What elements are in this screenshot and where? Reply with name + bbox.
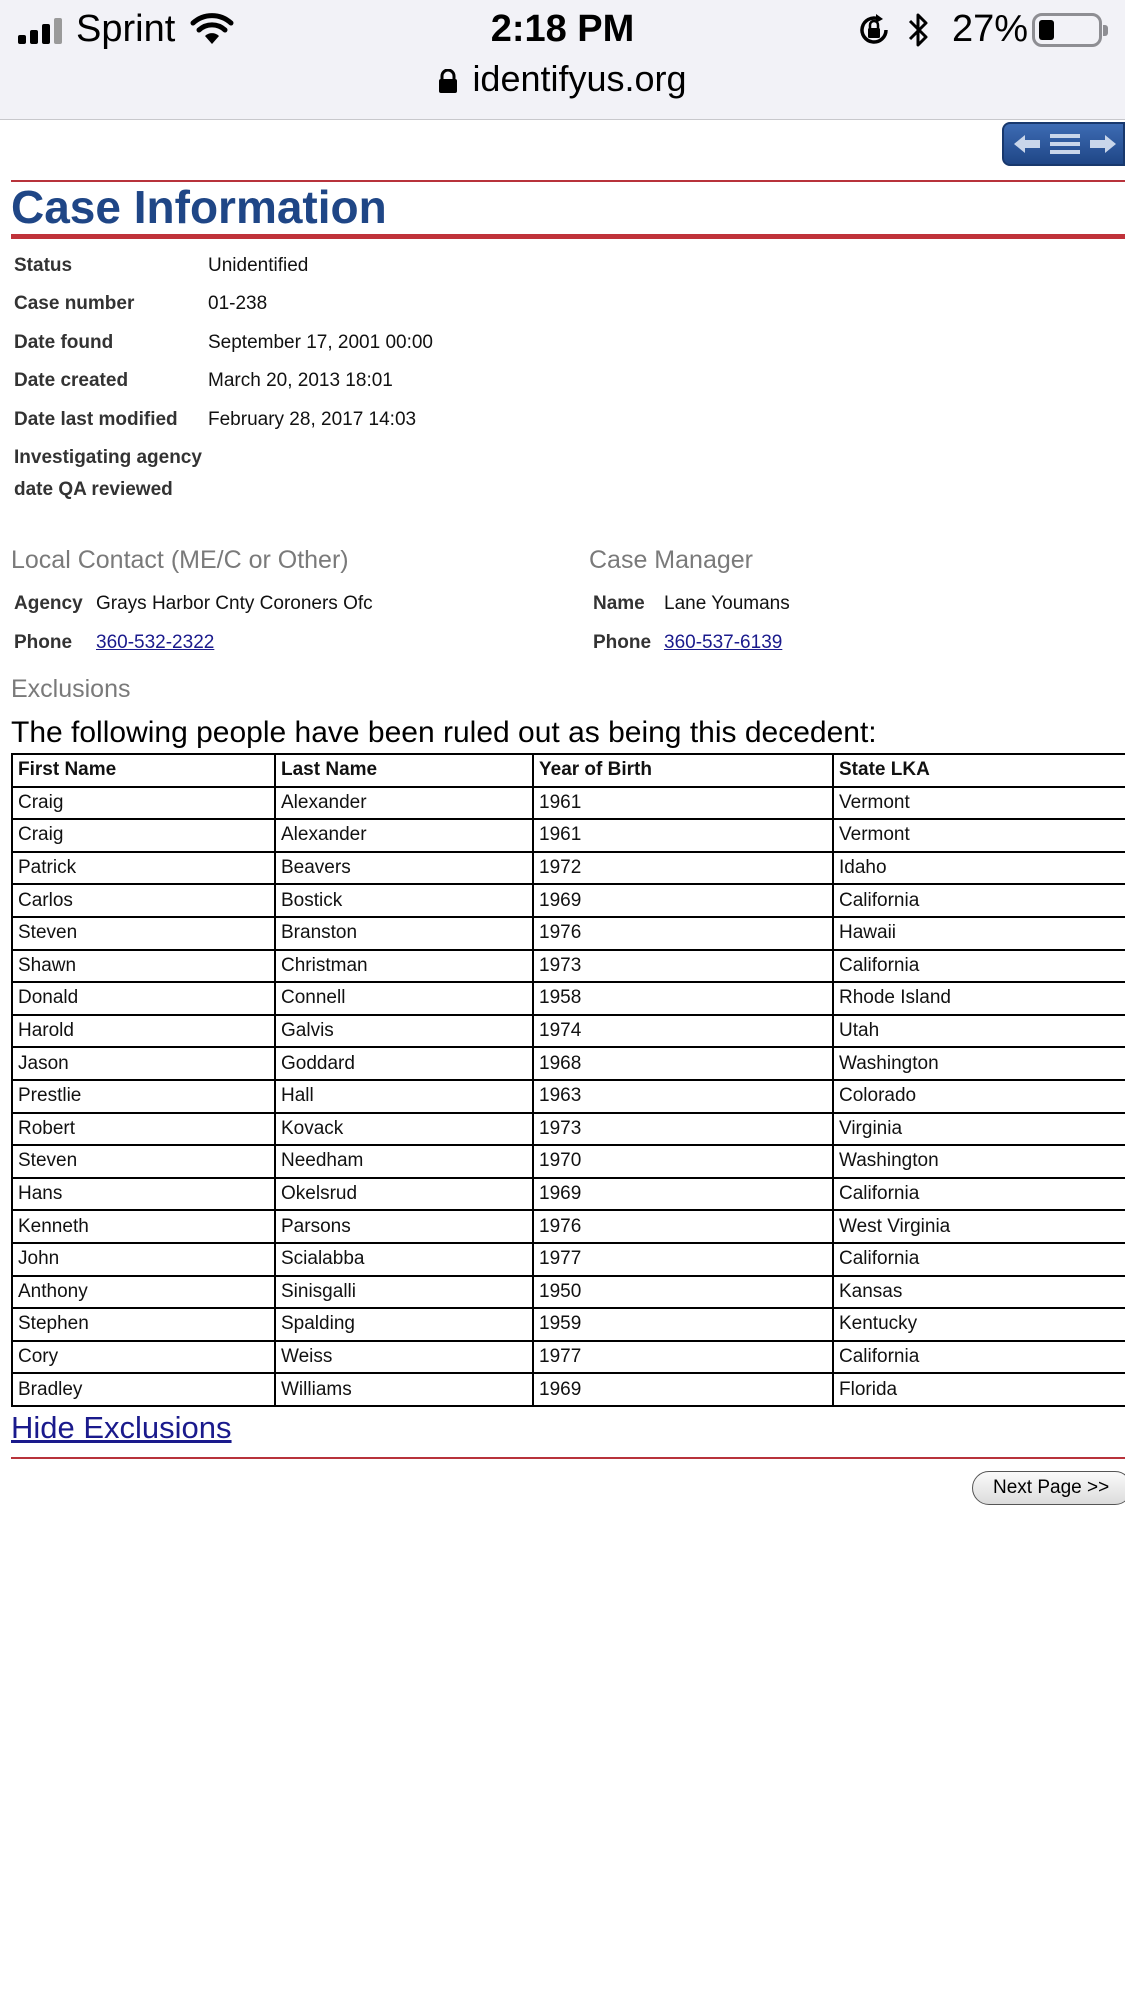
year-of-birth-cell: 1959 xyxy=(533,1308,833,1341)
last-name-cell: Parsons xyxy=(275,1210,533,1243)
ios-status-and-url-bar xyxy=(0,0,1125,120)
state-lka-cell: Washington xyxy=(833,1047,1125,1080)
forward-arrow-icon[interactable] xyxy=(1088,132,1118,156)
status-bar xyxy=(0,0,1125,62)
state-lka-cell: Idaho xyxy=(833,852,1125,885)
column-header: Year of Birth xyxy=(533,754,833,787)
page-nav-buttons[interactable] xyxy=(1002,122,1125,166)
rotation-lock-icon xyxy=(856,12,892,48)
table-row xyxy=(12,1276,1125,1309)
status-value: Unidentified xyxy=(208,255,309,276)
clock-time: 2:18 PM xyxy=(490,8,635,50)
year-of-birth-cell: 1974 xyxy=(533,1015,833,1048)
local-contact-heading: Local Contact (ME/C or Other) xyxy=(11,546,349,574)
first-name-cell: Cory xyxy=(12,1341,275,1374)
first-name-cell: Hans xyxy=(12,1178,275,1211)
state-lka-cell: Hawaii xyxy=(833,917,1125,950)
state-lka-cell: Rhode Island xyxy=(833,982,1125,1015)
last-name-cell: Connell xyxy=(275,982,533,1015)
table-row xyxy=(12,1210,1125,1243)
column-header: Last Name xyxy=(275,754,533,787)
year-of-birth-cell: 1968 xyxy=(533,1047,833,1080)
state-lka-cell: Colorado xyxy=(833,1080,1125,1113)
table-row xyxy=(12,1308,1125,1341)
table-row xyxy=(12,1243,1125,1276)
year-of-birth-cell: 1970 xyxy=(533,1145,833,1178)
hide-exclusions-link[interactable]: Hide Exclusions xyxy=(11,1410,232,1445)
case-number-label: Case number xyxy=(14,293,135,314)
year-of-birth-cell: 1950 xyxy=(533,1276,833,1309)
state-lka-cell: Utah xyxy=(833,1015,1125,1048)
first-name-cell: Carlos xyxy=(12,884,275,917)
year-of-birth-cell: 1961 xyxy=(533,787,833,820)
date-qa-reviewed-label: date QA reviewed xyxy=(14,479,173,500)
first-name-cell: Bradley xyxy=(12,1373,275,1406)
menu-icon[interactable] xyxy=(1050,132,1080,156)
url-text: identifyus.org xyxy=(472,58,687,99)
state-lka-cell: Vermont xyxy=(833,819,1125,852)
last-name-cell: Bostick xyxy=(275,884,533,917)
state-lka-cell: Kentucky xyxy=(833,1308,1125,1341)
footer-rule xyxy=(11,1457,1125,1459)
table-row xyxy=(12,982,1125,1015)
first-name-cell: Stephen xyxy=(12,1308,275,1341)
year-of-birth-cell: 1972 xyxy=(533,852,833,885)
table-row xyxy=(12,819,1125,852)
manager-name-label: Name xyxy=(593,593,645,614)
battery-level-fill xyxy=(1039,20,1054,40)
year-of-birth-cell: 1976 xyxy=(533,1210,833,1243)
year-of-birth-cell: 1961 xyxy=(533,819,833,852)
last-name-cell: Christman xyxy=(275,950,533,983)
exclusions-sentence: The following people have been ruled out as being this decedent: xyxy=(11,716,877,749)
date-last-modified-label: Date last modified xyxy=(14,409,178,430)
state-lka-cell: California xyxy=(833,1243,1125,1276)
page-title: Case Information xyxy=(11,181,387,233)
last-name-cell: Williams xyxy=(275,1373,533,1406)
first-name-cell: Craig xyxy=(12,819,275,852)
state-lka-cell: Kansas xyxy=(833,1276,1125,1309)
date-found-label: Date found xyxy=(14,332,114,353)
address-bar[interactable] xyxy=(0,58,1125,108)
exclusions-table xyxy=(11,753,1125,1407)
table-row xyxy=(12,1080,1125,1113)
date-created-label: Date created xyxy=(14,370,129,391)
year-of-birth-cell: 1969 xyxy=(533,1178,833,1211)
state-lka-cell: Vermont xyxy=(833,787,1125,820)
state-lka-cell: Florida xyxy=(833,1373,1125,1406)
year-of-birth-cell: 1969 xyxy=(533,1373,833,1406)
last-name-cell: Weiss xyxy=(275,1341,533,1374)
table-row xyxy=(12,950,1125,983)
first-name-cell: Kenneth xyxy=(12,1210,275,1243)
first-name-cell: Harold xyxy=(12,1015,275,1048)
table-row xyxy=(12,1373,1125,1406)
exclusions-heading: Exclusions xyxy=(11,675,131,703)
battery-percentage: 27% xyxy=(952,8,1029,50)
year-of-birth-cell: 1977 xyxy=(533,1243,833,1276)
year-of-birth-cell: 1958 xyxy=(533,982,833,1015)
table-row xyxy=(12,1047,1125,1080)
next-page-button[interactable]: Next Page >> xyxy=(972,1471,1125,1505)
table-row xyxy=(12,1341,1125,1374)
year-of-birth-cell: 1973 xyxy=(533,1113,833,1146)
table-header-row xyxy=(12,754,1125,787)
table-row xyxy=(12,1145,1125,1178)
year-of-birth-cell: 1963 xyxy=(533,1080,833,1113)
first-name-cell: Steven xyxy=(12,1145,275,1178)
last-name-cell: Alexander xyxy=(275,787,533,820)
state-lka-cell: Virginia xyxy=(833,1113,1125,1146)
last-name-cell: Sinisgalli xyxy=(275,1276,533,1309)
first-name-cell: Robert xyxy=(12,1113,275,1146)
column-header: State LKA xyxy=(833,754,1125,787)
investigating-agency-label: Investigating agency xyxy=(14,447,202,468)
first-name-cell: Steven xyxy=(12,917,275,950)
status-label: Status xyxy=(14,255,73,276)
first-name-cell: Donald xyxy=(12,982,275,1015)
year-of-birth-cell: 1976 xyxy=(533,917,833,950)
state-lka-cell: California xyxy=(833,1178,1125,1211)
manager-name-value: Lane Youmans xyxy=(664,593,790,614)
title-bottom-rule xyxy=(11,234,1125,239)
table-row xyxy=(12,1113,1125,1146)
local-phone-link[interactable]: 360-532-2322 xyxy=(96,632,215,653)
last-name-cell: Branston xyxy=(275,917,533,950)
table-row xyxy=(12,1178,1125,1211)
last-name-cell: Goddard xyxy=(275,1047,533,1080)
back-arrow-icon[interactable] xyxy=(1012,132,1042,156)
last-name-cell: Okelsrud xyxy=(275,1178,533,1211)
table-row xyxy=(12,884,1125,917)
battery-icon xyxy=(1032,13,1102,47)
date-created-value: March 20, 2013 18:01 xyxy=(208,370,393,391)
first-name-cell: Craig xyxy=(12,787,275,820)
last-name-cell: Needham xyxy=(275,1145,533,1178)
state-lka-cell: California xyxy=(833,950,1125,983)
first-name-cell: Anthony xyxy=(12,1276,275,1309)
manager-phone-label: Phone xyxy=(593,632,652,653)
last-name-cell: Beavers xyxy=(275,852,533,885)
carrier-name: Sprint xyxy=(76,8,176,50)
last-name-cell: Galvis xyxy=(275,1015,533,1048)
state-lka-cell: California xyxy=(833,884,1125,917)
year-of-birth-cell: 1969 xyxy=(533,884,833,917)
padlock-icon xyxy=(438,69,458,93)
case-manager-heading: Case Manager xyxy=(589,546,753,574)
case-number-value: 01-238 xyxy=(208,293,268,314)
year-of-birth-cell: 1977 xyxy=(533,1341,833,1374)
table-row xyxy=(12,852,1125,885)
first-name-cell: Jason xyxy=(12,1047,275,1080)
local-phone-label: Phone xyxy=(14,632,73,653)
date-found-value: September 17, 2001 00:00 xyxy=(208,332,434,353)
table-row xyxy=(12,917,1125,950)
last-name-cell: Alexander xyxy=(275,819,533,852)
first-name-cell: Prestlie xyxy=(12,1080,275,1113)
agency-value: Grays Harbor Cnty Coroners Ofc xyxy=(96,593,373,614)
state-lka-cell: California xyxy=(833,1341,1125,1374)
state-lka-cell: Washington xyxy=(833,1145,1125,1178)
battery-nub xyxy=(1103,25,1108,36)
last-name-cell: Scialabba xyxy=(275,1243,533,1276)
state-lka-cell: West Virginia xyxy=(833,1210,1125,1243)
last-name-cell: Hall xyxy=(275,1080,533,1113)
column-header: First Name xyxy=(12,754,275,787)
first-name-cell: John xyxy=(12,1243,275,1276)
table-row xyxy=(12,1015,1125,1048)
bluetooth-icon xyxy=(906,10,932,50)
first-name-cell: Shawn xyxy=(12,950,275,983)
year-of-birth-cell: 1973 xyxy=(533,950,833,983)
exclusions-table-body xyxy=(12,787,1125,1406)
agency-label: Agency xyxy=(14,593,83,614)
last-name-cell: Spalding xyxy=(275,1308,533,1341)
manager-phone-link[interactable]: 360-537-6139 xyxy=(664,632,783,653)
table-row xyxy=(12,787,1125,820)
first-name-cell: Patrick xyxy=(12,852,275,885)
date-last-modified-value: February 28, 2017 14:03 xyxy=(208,409,417,430)
last-name-cell: Kovack xyxy=(275,1113,533,1146)
